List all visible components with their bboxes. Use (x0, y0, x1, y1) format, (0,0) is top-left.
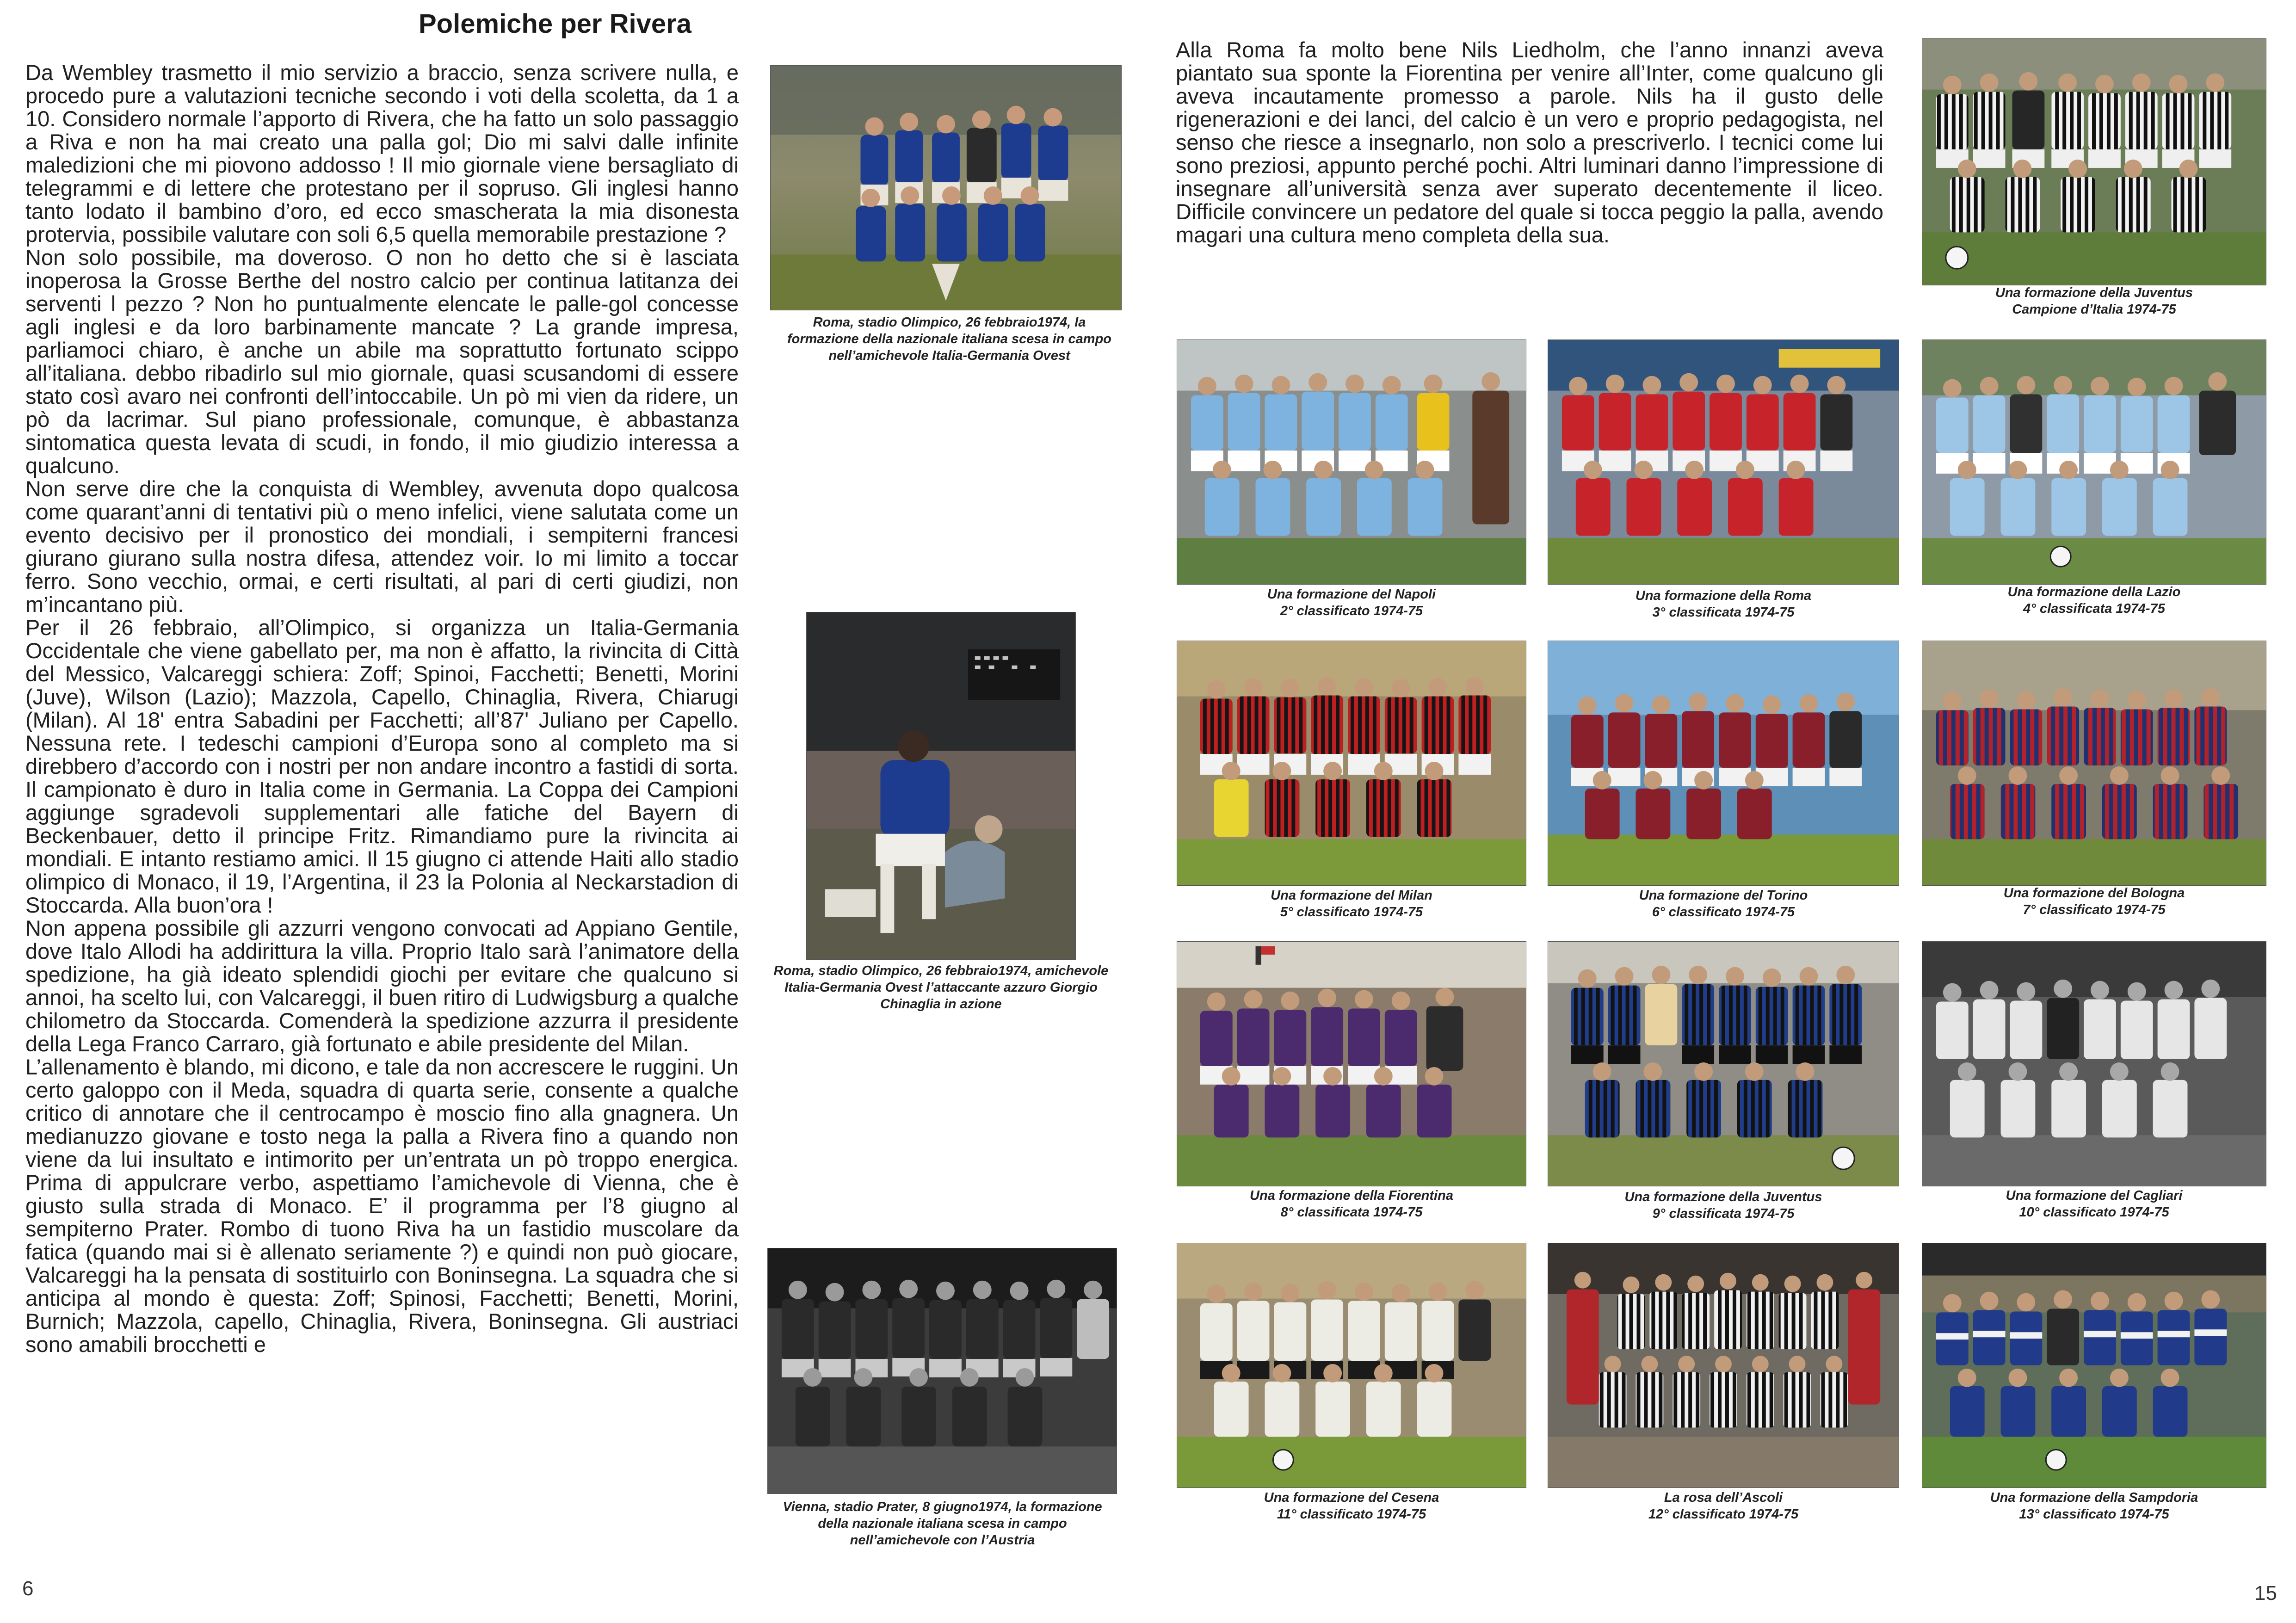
paragraph-5: Non appena possibile gli azzurri vengono convocati ad Appiano Gentile, dove Italo Allodi ha addirittura la villa. Proprio Italo sarà l’animatore della spedizione, ha già ideato splendidi giochi per evitare che qualcuno si annoi, ha scelto lui, con Valcareggi, il buen ritiro di Ludwigsburg a qualche chilometro da Stoccarda. Comenderà la spedizione azzurra il presidente della Lega Franco Carraro, già fortunato e abile presidente del Milan. (25, 916, 739, 1056)
caption-juventus-9th (1548, 1189, 1899, 1222)
caption-juventus-champion-line-1: Una formazione della Juventus (1995, 285, 2193, 300)
caption-cagliari-line-2: 10° classificato 1974-75 (2019, 1205, 2169, 1220)
photo-napoli (1177, 339, 1526, 585)
caption-italy-team-rome: Roma, stadio Olimpico, 26 febbraio1974, la formazione della nazionale italiana scesa in campo nell’amichevole Italia-Germania Ovest (787, 315, 1112, 363)
caption-roma-line-1: Una formazione della Roma (1635, 588, 1812, 603)
right-paragraph: Alla Roma fa molto bene Nils Liedholm, che l’anno innanzi aveva piantato sua sponte la Fiorentina per venire all’Inter, come qualcuno gli aveva incautamente promesso a parole. Nils ha il gusto delle rigenerazioni e dei lanci, del calcio è un vero e proprio pedagogista, nel senso che riesce a insegnarlo, non solo a prescriverlo. I tecnici come lui sono preziosi, appunto perché pochi. Altri luminari danno l’impressione di insegnare all’università senza aver superato decentemente il liceo. Difficile convincere un pedatore del quale si tocca peggio la palla, avendo magari una cultura meno completa della sua. (1176, 37, 1883, 247)
left-article-body (25, 61, 739, 1356)
caption-sampdoria-line-1: Una formazione della Sampdoria (1990, 1490, 2198, 1505)
caption-cesena-line-2: 11° classificato 1974-75 (1277, 1507, 1426, 1522)
article-title: Polemiche per Rivera (419, 9, 691, 39)
caption-cesena-line-1: Una formazione del Cesena (1264, 1490, 1439, 1505)
page-number-right: 15 (2254, 1582, 2277, 1604)
caption-torino-line-2: 6° classificato 1974-75 (1652, 905, 1795, 919)
caption-roma (1548, 587, 1899, 621)
page-number-left: 6 (22, 1577, 34, 1600)
caption-cesena (1177, 1489, 1526, 1523)
photo-fiorentina (1177, 941, 1526, 1186)
photo-lazio (1922, 339, 2266, 585)
photo-cagliari (1922, 941, 2266, 1186)
caption-juventus-champion (1922, 284, 2266, 318)
right-page (1148, 0, 2296, 1623)
caption-chinaglia-action: Roma, stadio Olimpico, 26 febbraio1974, amichevole Italia-Germania Ovest l’attaccante azzuro Giorgio Chinaglia in azione (773, 963, 1109, 1012)
photo-torino (1548, 641, 1899, 886)
caption-torino (1548, 887, 1899, 920)
paragraph-4: Per il 26 febbraio, all’Olimpico, si organizza un Italia-Germania Occidentale che viene gabellato per, ma non è affatto, la rivincita di Città del Messico, Valcareggi schiera: Zoff; Spinoi, Facchetti; Benetti, Morini (Juve), Wilson (Lazio); Mazzola, Capello, Chinaglia, Rivera, Chiarugi (Milan). Al 18' entra Sabadini per Facchetti; all’87' Juliano per Capello. Nessuna rete. I tedeschi campioni d’Europa sono al completo ma si direbbero d’accordo con i nostri per non andare incontro a fastidi di sorta. Il campionato è duro in Italia come in Germania. La Coppa dei Campioni aggiunge sgradevoli supplementari alle fatiche del Bayern di Beckenbauer, detto il principe Fritz. Rimandiamo pure la rivincita ai mondiali. E intanto restiamo amici. Il 15 giugno ci attende Haiti allo stadio olimpico di Monaco, il 19, l’Argentina, il 23 la Polonia al Neckarstadion di Stoccarda. Alla buon’ora ! (25, 615, 739, 917)
caption-ascoli-line-1: La rosa dell’Ascoli (1664, 1490, 1783, 1505)
caption-milan-line-2: 5° classificato 1974-75 (1280, 905, 1423, 919)
caption-bologna-line-1: Una formazione del Bologna (2003, 886, 2185, 901)
photo-cesena (1177, 1243, 1526, 1488)
caption-cagliari-line-1: Una formazione del Cagliari (2006, 1188, 2183, 1203)
photo-juventus-champion (1922, 38, 2266, 285)
photo-italy-team-rome (770, 65, 1122, 310)
paragraph-3: Non serve dire che la conquista di Wembley, avvenuta dopo qualcosa come quarant’anni di tentativi più o meno infelici, viene salutata come un evento decisivo per il pronostico dei mondiali, i sempiterni francesi giurano giurano sulla nostra difesa, attendez voir. Io mi limito a toccar ferro. Sono vecchio, ormai, e certi risultati, al pari di certi giudizi, non m’incantano più. (25, 476, 739, 617)
caption-milan-line-1: Una formazione del Milan (1271, 888, 1432, 903)
caption-juventus-9th-line-2: 9° classificata 1974-75 (1652, 1206, 1795, 1221)
photo-ascoli (1548, 1243, 1899, 1488)
caption-sampdoria (1922, 1489, 2266, 1523)
caption-torino-line-1: Una formazione del Torino (1639, 888, 1808, 903)
right-article-body (1176, 38, 1883, 247)
caption-bologna-line-2: 7° classificato 1974-75 (2023, 902, 2166, 917)
caption-ascoli-line-2: 12° classificato 1974-75 (1648, 1507, 1799, 1522)
caption-fiorentina-line-2: 8° classificata 1974-75 (1280, 1205, 1423, 1220)
caption-lazio-line-1: Una formazione della Lazio (2007, 585, 2181, 599)
caption-cagliari (1922, 1187, 2266, 1221)
caption-napoli (1177, 586, 1526, 619)
photo-bologna (1922, 641, 2266, 886)
caption-bologna (1922, 885, 2266, 918)
caption-napoli-line-1: Una formazione del Napoli (1267, 587, 1436, 602)
photo-roma (1548, 339, 1899, 585)
caption-roma-line-2: 3° classificata 1974-75 (1652, 605, 1795, 620)
paragraph-1: Da Wembley trasmetto il mio servizio a braccio, senza scrivere nulla, e procedo pure a valutazioni tecniche secondo i voti della scoletta, da 1 a 10. Considero normale l’apporto di Rivera, che ha fatto un solo passaggio a Riva e non ha mai creato una palla gol; Dio mi salvi dalle infinite maledizioni che mi piovono addosso ! Il mio giornale viene bersagliato di telegrammi e di lettere che protestano per il sopruso. Gli inglesi hanno tanto lodato il bambino d’oro, ed ecco smascherata la mia disonesta protervia, possibile valutare con soli 6,5 quella memorabile prestazione ? (25, 60, 739, 247)
photo-juventus-9th (1548, 941, 1899, 1186)
caption-napoli-line-2: 2° classificato 1974-75 (1280, 604, 1423, 618)
paragraph-2: Non solo possibile, ma doveroso. O non ho detto che si è lasciata inoperosa la Grosse Berthe del nostro calcio per continua latitanza dei serventi l pezzo ? Non ho puntualmente elencate le palle-gol concesse agli inglesi e da loro barbinamente mancate ? La grande impresa, parliamoci chiaro, è anche un abile ma soprattutto fortunato scippo all’italiana. debbo ribadirlo sul mio giornale, quasi scusandomi di essere stato così avaro nei confronti dell’intoccabile. Un pò mi vien da ridere, un pò da lacrimar. Sul piano professionale, comunque, è abbastanza sintomatica questa levata di scudi, in fondo, il mio giudizio interessa a qualcuno. (25, 245, 739, 478)
caption-milan (1177, 887, 1526, 920)
caption-fiorentina-line-1: Una formazione della Fiorentina (1250, 1188, 1453, 1203)
caption-fiorentina (1177, 1187, 1526, 1221)
caption-lazio-line-2: 4° classificata 1974-75 (2023, 601, 2165, 616)
caption-ascoli (1548, 1489, 1899, 1523)
photo-sampdoria (1922, 1243, 2266, 1488)
caption-juventus-champion-line-2: Campione d’Italia 1974-75 (2012, 302, 2176, 317)
photo-italy-team-vienna (767, 1248, 1117, 1494)
caption-sampdoria-line-2: 13° classificato 1974-75 (2019, 1507, 2169, 1522)
photo-chinaglia-action (806, 612, 1076, 960)
paragraph-6: L’allenamento è blando, mi dicono, e tale da non accrescere le ruggini. Un certo galoppo con il Meda, squadra di quarta serie, consente a qualche critico di annotare che il centrocampo è moscio fino alla gnagnera. Un medianuzzo giovane e tosto nega la palla a Rivera fino a quando non viene da lui insultato e intimorito per un’entrata un pò troppo energica. Prima di appulcrare verbo, aspettiamo l’amichevole di Vienna, che è giusto sulla strada di Monaco. E’ il programma per l’8 giugno al sempiterno Prater. Rombo di tuono Riva ha un fastidio muscolare da fatica (quando mai si è allenato seriamente ?) e quindi non può giocare, Valcareggi ha la pensata di sostituirlo con Boninsegna. La squadra che si anticipa al mondo è questa: Zoff; Spinosi, Facchetti; Benetti, Morini, Burnich; Mazzola, capello, Chinaglia, Rivera, Boninsegna. Gli austriaci sono amabili brocchetti e (25, 1055, 739, 1357)
caption-lazio (1922, 584, 2266, 617)
caption-juventus-9th-line-1: Una formazione della Juventus (1624, 1190, 1822, 1204)
caption-italy-team-vienna: Vienna, stadio Prater, 8 giugno1974, la formazione della nazionale italiana scesa in campo nell’amichevole con l’Austria (783, 1500, 1102, 1548)
photo-milan (1177, 641, 1526, 886)
